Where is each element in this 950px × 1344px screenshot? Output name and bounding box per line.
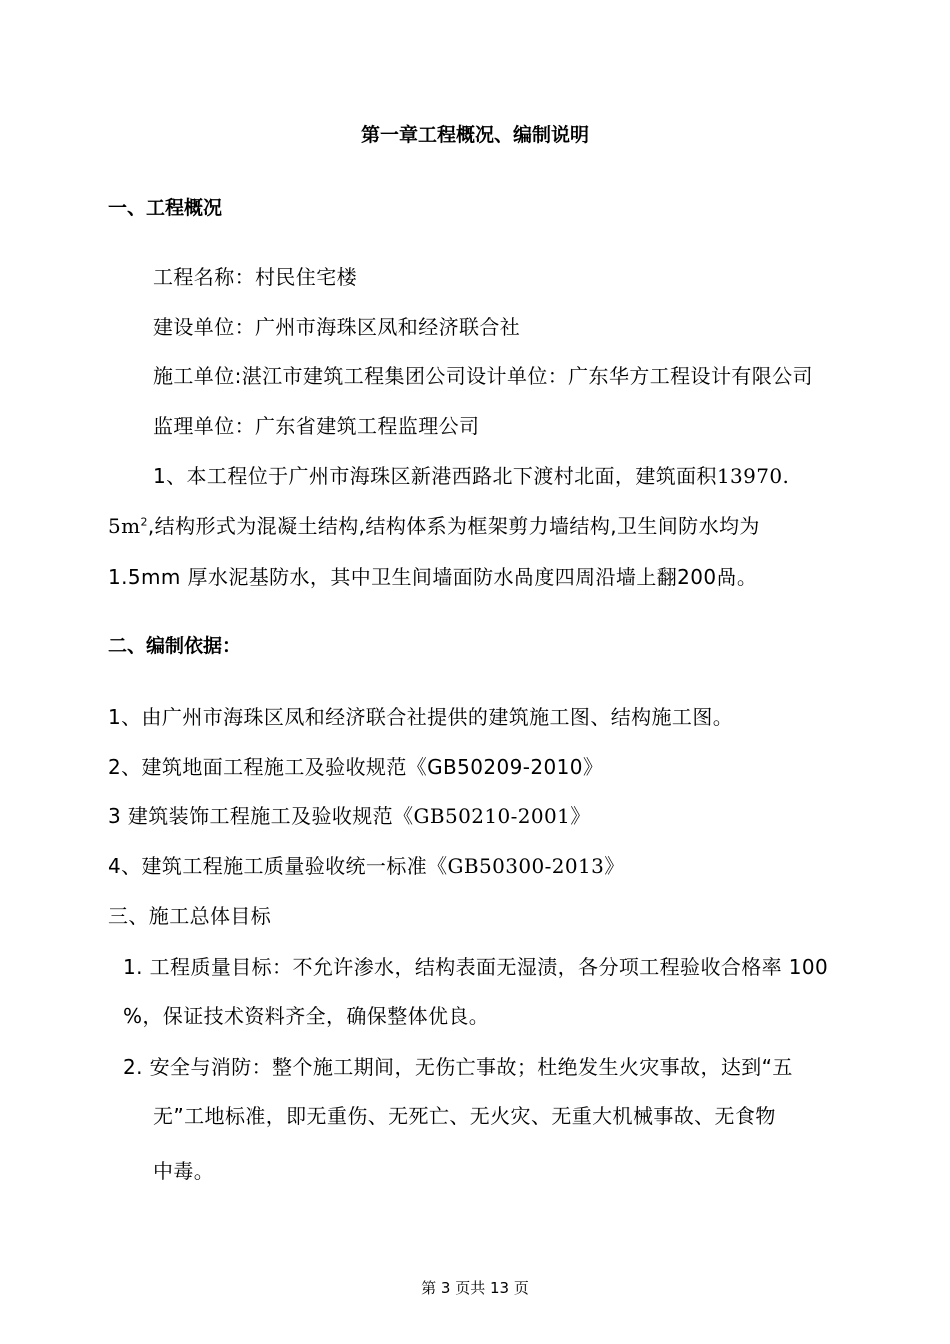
basis-item-1: 1、由广州市海珠区凤和经济联合社提供的建筑施工图、结构施工图。 [108, 705, 734, 729]
goal-1-line-1: 1. 工程质量目标：不允许渗水，结构表面无湿渍，各分项工程验收合格率 100 [123, 955, 829, 979]
description-line-2-text: ,结构形式为混凝土结构,结构体系为框架剪力墙结构,卫生间防水均为 [147, 514, 760, 538]
page-title: 第一章工程概况、编制说明 [360, 124, 589, 146]
supervisor-line: 监理单位：广东省建筑工程监理公司 [153, 414, 480, 438]
basis-item-3-close: 》 [570, 804, 591, 828]
basis-item-4-code: GB50300-2013 [447, 854, 605, 878]
description-area-unit: 5m [108, 514, 141, 538]
section-heading-basis: 二、编制依据： [108, 635, 242, 657]
goal-1-line-2: %，保证技术资料齐全，确保整体优良。 [123, 1004, 490, 1028]
builder-line: 建设单位：广州市海珠区凤和经济联合社 [153, 315, 521, 339]
basis-item-4-text: 4、建筑工程施工质量验收统一标准《 [108, 854, 448, 878]
contractor-line: 施工单位:湛江市建筑工程集团公司设计单位：广东华方工程设计有限公司 [153, 364, 813, 388]
page-number-footer: 第 3 页共 13 页 [421, 1279, 529, 1297]
basis-item-3 [108, 802, 591, 830]
description-line-1-text: 1、本工程位于广州市海珠区新港西路北下渡村北面，建筑面积 [153, 464, 717, 488]
description-area-number: 13970. [716, 464, 790, 488]
goal-2-line-3: 中毒。 [153, 1159, 215, 1183]
description-line-3: 1.5mm 厚水泥基防水，其中卫生间墙面防水咼度四周沿墙上翻200咼。 [108, 565, 758, 589]
basis-item-3-text: 3 建筑装饰工程施工及验收规范《 [108, 804, 414, 828]
section-heading-overview: 一、工程概况 [108, 197, 223, 219]
project-name-line: 工程名称：村民住宅楼 [153, 265, 357, 289]
description-area-superscript: 2 [140, 515, 148, 529]
basis-item-4-close: 》 [604, 854, 625, 878]
basis-item-2: 2、建筑地面工程施工及验收规范《GB50209-2010》 [108, 755, 604, 779]
section-heading-goals: 三、施工总体目标 [108, 904, 272, 928]
description-line-2 [108, 512, 760, 540]
goal-2-line-1: 2. 安全与消防：整个施工期间，无伤亡事故；杜绝发生火灾事故，达到“五 [123, 1055, 793, 1079]
basis-item-4 [108, 852, 625, 880]
goal-2-line-2: 无”工地标准，即无重伤、无死亡、无火灾、无重大机械事故、无食物 [153, 1104, 776, 1128]
description-line-1 [153, 462, 789, 490]
basis-item-3-code: GB50210-2001 [413, 804, 571, 828]
